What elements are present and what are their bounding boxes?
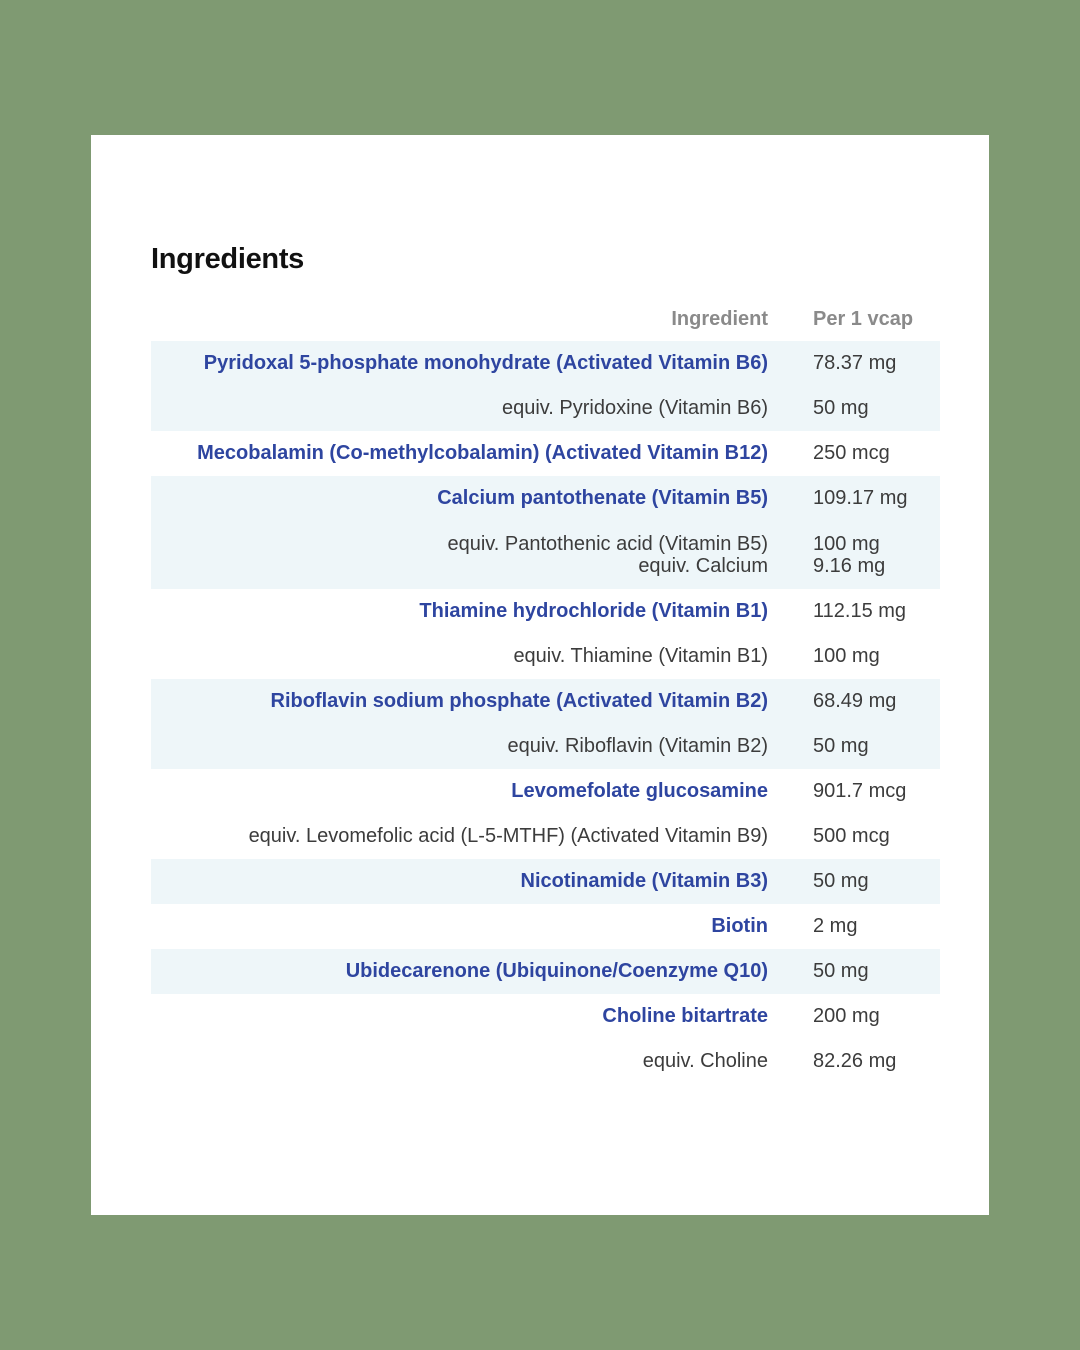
table-row [151,386,940,431]
ingredient-group-coq10 [151,949,940,994]
ingredient-group-biotin [151,904,940,949]
ingredient-name-link[interactable]: Thiamine hydrochloride (Vitamin B1) [419,600,768,622]
table-row [151,1039,940,1084]
ingredient-amount: 50 mg [813,960,869,982]
ingredient-amount: 500 mcg [813,825,890,847]
ingredient-amount: 50 mg [813,870,869,892]
table-row [151,521,940,555]
ingredients-card [91,135,989,1215]
ingredient-amount: 901.7 mcg [813,780,907,802]
table-header [151,298,940,341]
ingredient-equivalent: equiv. Thiamine (Vitamin B1) [513,645,768,667]
ingredient-name-link[interactable]: Calcium pantothenate (Vitamin B5) [437,487,768,509]
ingredients-table [151,298,940,1084]
ingredient-name-link[interactable]: Ubidecarenone (Ubiquinone/Coenzyme Q10) [345,960,768,982]
table-row [151,476,940,521]
ingredient-equivalent: equiv. Pyridoxine (Vitamin B6) [501,397,768,419]
ingredient-group-choline [151,994,940,1084]
ingredient-amount: 9.16 mg [813,555,886,577]
table-row [151,341,940,386]
ingredient-name-link[interactable]: Nicotinamide (Vitamin B3) [520,870,768,892]
ingredient-name-link[interactable]: Riboflavin sodium phosphate (Activated Vitamin B2) [270,690,768,712]
ingredient-amount: 100 mg [813,533,880,555]
ingredient-group-b3 [151,859,940,904]
ingredient-group-b2 [151,679,940,769]
ingredient-equivalent: equiv. Riboflavin (Vitamin B2) [507,735,768,757]
ingredient-amount: 109.17 mg [813,487,908,509]
ingredient-amount: 250 mcg [813,442,890,464]
ingredient-group-b5 [151,476,940,589]
table-row [151,431,940,476]
amount-column-header: Per 1 vcap [813,308,914,330]
ingredient-group-b12 [151,431,940,476]
ingredient-amount: 100 mg [813,645,880,667]
table-row [151,769,940,814]
table-row [151,859,940,904]
ingredient-amount: 200 mg [813,1005,880,1027]
table-row [151,994,940,1039]
table-row [151,904,940,949]
table-row [151,679,940,724]
ingredient-amount: 78.37 mg [813,352,897,374]
table-row [151,589,940,634]
ingredient-group-b1 [151,589,940,679]
ingredient-amount: 68.49 mg [813,690,897,712]
ingredient-name-link[interactable]: Biotin [711,915,768,937]
ingredient-equivalent: equiv. Levomefolic acid (L-5-MTHF) (Activated Vitamin B9) [248,825,768,847]
ingredient-group-b9 [151,769,940,859]
ingredient-name-link[interactable]: Pyridoxal 5-phosphate monohydrate (Activated Vitamin B6) [203,352,768,374]
table-row [151,555,940,589]
page-title: Ingredients [151,243,304,275]
table-row [151,724,940,769]
table-row [151,814,940,859]
ingredient-name-link[interactable]: Choline bitartrate [602,1005,768,1027]
ingredient-name-link[interactable]: Levomefolate glucosamine [511,780,768,802]
table-row [151,634,940,679]
ingredient-amount: 82.26 mg [813,1050,897,1072]
ingredient-equivalent: equiv. Choline [642,1050,768,1072]
ingredient-name-link[interactable]: Mecobalamin (Co-methylcobalamin) (Activated Vitamin B12) [197,442,768,464]
ingredient-amount: 112.15 mg [813,600,907,622]
ingredient-amount: 50 mg [813,397,869,419]
ingredient-amount: 50 mg [813,735,869,757]
ingredient-amount: 2 mg [813,915,858,937]
ingredient-equivalent: equiv. Calcium [638,555,768,577]
table-row [151,949,940,994]
ingredient-group-b6 [151,341,940,431]
ingredient-equivalent: equiv. Pantothenic acid (Vitamin B5) [447,533,768,555]
ingredient-column-header: Ingredient [671,308,768,330]
